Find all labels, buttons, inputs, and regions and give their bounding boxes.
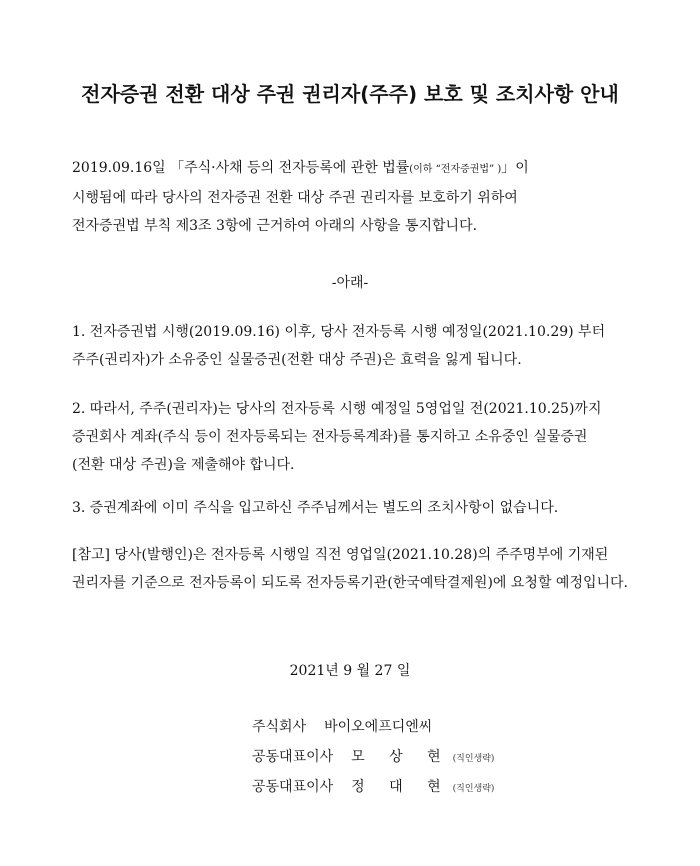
company-label: 주식회사: [252, 719, 307, 735]
intro-line-1-abbrev: (이하 “전자증권법” ): [409, 164, 502, 175]
reference-note: [72, 541, 632, 597]
intro-line-1-end: 」이: [501, 160, 529, 176]
notice-item-2: [72, 395, 632, 479]
notice-item-line: 증권회사 계좌(주식 등이 전자등록되는 전자등록계좌)를 통지하고 소유중인 실물증권: [72, 429, 588, 445]
reference-note-line: 권리자를 기준으로 전자등록이 되도록 전자등록기관(한국예탁결제원)에 요청할 예정입니다.: [72, 575, 628, 591]
reference-note-line: [참고] 당사(발행인)은 전자등록 시행일 직전 영업일(2021.10.28)의 주주명부에 기재된: [72, 547, 609, 563]
intro-line-3: 전자증권법 부칙 제3조 3항에 근거하여 아래의 사항을 통지합니다.: [72, 218, 478, 234]
company-name: 바이오에프디엔씨: [324, 719, 433, 735]
document-title: 전자증권 전환 대상 주권 권리자(주주) 보호 및 조치사항 안내: [81, 82, 619, 106]
intro-line-2: 시행됨에 따라 당사의 전자증권 전환 대상 주권 권리자를 보호하기 위하여: [72, 190, 518, 206]
notice-item-3: [72, 494, 632, 522]
seal-omitted-note: (직인생략): [452, 754, 495, 764]
rep-2-label: 공동대표이사: [252, 779, 334, 795]
notice-item-1: [72, 318, 632, 374]
intro-line-1-main: 2019.09.16일 「주식·사채 등의 전자등록에 관한 법률: [72, 160, 410, 176]
rep-1-label: 공동대표이사: [252, 749, 334, 765]
intro-paragraph: [72, 154, 632, 240]
signature-rep-2: [252, 776, 494, 796]
intro-line-1: [72, 154, 632, 184]
rep-1-name: 모 상 현: [351, 749, 451, 765]
below-marker: -아래-: [331, 275, 369, 291]
notice-item-line: 주주(권리자)가 소유중인 실물증권(전환 대상 주권)은 효력을 잃게 됩니다.: [72, 352, 522, 368]
notice-date: 2021년 9 월 27 일: [289, 663, 411, 679]
rep-2-name: 정 대 현: [351, 779, 451, 795]
seal-omitted-note: (직인생략): [452, 784, 495, 794]
notice-item-line: 3. 증권계좌에 이미 주식을 입고하신 주주님께서는 별도의 조치사항이 없습니다.: [72, 500, 559, 516]
notice-item-line: 1. 전자증권법 시행(2019.09.16) 이후, 당사 전자등록 시행 예정일(2021.10.29) 부터: [72, 324, 606, 340]
notice-item-line: (전환 대상 주권)을 제출해야 합니다.: [72, 457, 295, 473]
notice-item-line: 2. 따라서, 주주(권리자)는 당사의 전자등록 시행 예정일 5영업일 전(2021.10.25)까지: [72, 401, 602, 417]
signature-company: [252, 716, 432, 736]
signature-rep-1: [252, 746, 494, 766]
